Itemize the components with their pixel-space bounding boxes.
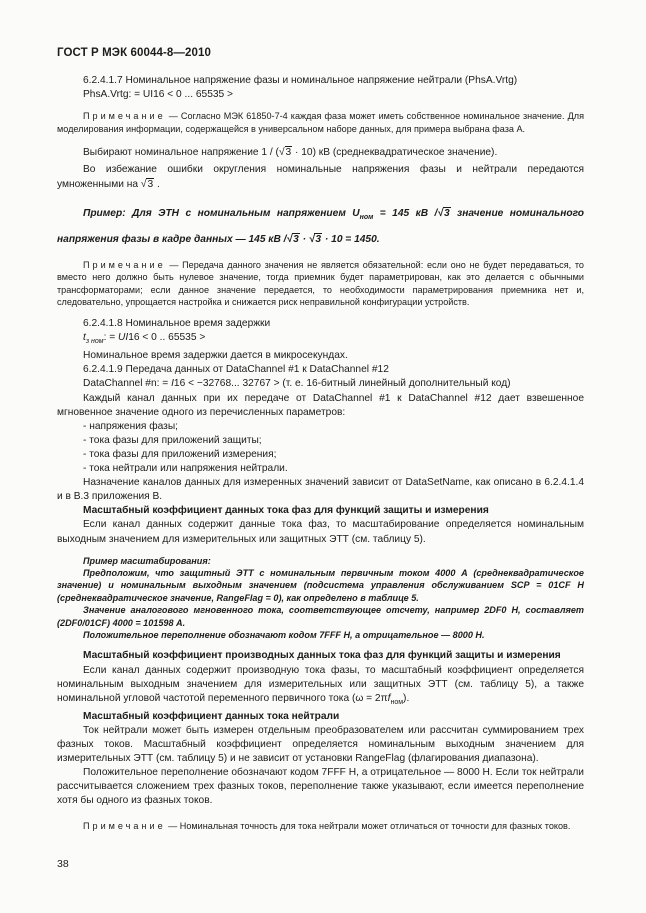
sqrt-radicand: 3 <box>293 233 299 245</box>
sqrt-sign: √ <box>286 233 293 245</box>
formula-line: PhsA.Vrtg: = UI16 < 0 ... 65535 > <box>83 89 233 101</box>
text-run: · 10 = 1450. <box>322 233 380 245</box>
sqrt-radicand: 3 <box>285 147 292 159</box>
sqrt-sign: √ <box>437 207 443 219</box>
text-run: DataChannel #n: = <box>83 378 172 390</box>
formula-line <box>57 331 584 349</box>
formula-line <box>57 377 584 391</box>
subsection-heading: Масштабный коэффициент данных тока фаз для функций защиты и измерения <box>83 505 489 517</box>
subscript: ном <box>390 698 404 706</box>
text-run: . <box>154 178 160 190</box>
note-text: — Согласно МЭК 61850-7-4 каждая фаза может иметь собственное номинальное значение. Для моделирования информации, содержащейся в универсальном наборе данных, для примера выбрана фаза А. <box>57 111 584 134</box>
subscript: з ном <box>85 338 104 346</box>
sqrt-sign: √ <box>140 178 147 190</box>
sqrt-sign: √ <box>308 233 315 245</box>
list-item: - тока фазы для приложений измерения; <box>83 448 277 460</box>
list-item: - тока нейтрали или напряжения нейтрали. <box>83 463 288 475</box>
subsection-heading: Масштабный коэффициент производных данных тока фаз для функций защиты и измерения <box>83 650 561 662</box>
note-paragraph <box>57 110 584 135</box>
example-paragraph <box>57 203 584 251</box>
text-run: f <box>387 692 391 704</box>
paragraph <box>57 664 584 710</box>
section-heading: 6.2.4.1.7 Номинальное напряжение фазы и номинальное напряжение нейтрали (PhsA.Vrtg) <box>83 75 518 86</box>
sqrt-sign: √ <box>278 147 285 159</box>
paragraph: Каждый канал данных при их передаче от DataChannel #1 к DataChannel #12 дает взвешенное мгновенное значение одного из перечисленных параметров: <box>57 392 584 418</box>
paragraph <box>57 146 584 160</box>
note-paragraph <box>57 259 584 309</box>
text-run: · <box>299 233 309 245</box>
text-run: · 10) кВ (среднеквадратическое значение). <box>292 147 498 159</box>
text-run: значение номинального напряжения фазы в кадре данных — 145 кВ / <box>57 207 585 245</box>
sqrt-radicand: 3 <box>147 178 154 190</box>
note-label: Примечание <box>83 111 166 122</box>
paragraph: Ток нейтрали может быть измерен отдельным преобразователем или рассчитан суммированием трех фазных токов. Масштабный коэффициент определяется номинальным выходным значением для измерительных ЭТТ (см. таблицу 5) и не зависит от установки RangeFlag (флагирования диапазона). <box>57 724 584 765</box>
text-run: Выбирают номинальное напряжение 1 / ( <box>83 147 279 159</box>
text-run: 16 < −32768... 32767 > (т. е. 16-битный линейный дополнительный код) <box>173 378 511 390</box>
text-run: Во избежание ошибки округления номинальные напряжения фазы и нейтрали передаются умноженными на <box>57 164 584 190</box>
document-body <box>57 74 584 832</box>
note-text: — Номинальная точность для тока нейтрали может отличаться от точности для фазных токов. <box>165 820 571 831</box>
text-run: Пример: Для ЭТН с номинальным напряжением U <box>83 207 360 219</box>
text-run: : = <box>103 332 119 344</box>
example-paragraph: Положительное переполнение обозначают кодом 7FFF H, а отрицательное — 8000 H. <box>83 630 485 641</box>
section-heading: 6.2.4.1.9 Передача данных от DataChannel #1 к DataChannel #12 <box>83 364 389 376</box>
paragraph: Назначение каналов данных для измеренных значений зависит от DataSetName, как описано в 6.2.4.1.4 и в В.3 приложения В. <box>57 477 584 503</box>
paragraph: Положительное переполнение обозначают кодом 7FFF H, а отрицательное — 8000 H. Если ток нейтрали рассчитывается сложением трех фазных токов, переполнение также указывают, если имеется переполнение хотя бы одного из фазных токов. <box>57 767 584 807</box>
sqrt-radicand: 3 <box>315 233 322 245</box>
sqrt-radicand: 3 <box>443 207 450 219</box>
text-run: 16 < 0 .. 65535 > <box>128 332 206 344</box>
note-text: — Передача данного значения не является обязательной: если оно не будет передаваться, то вместо него должно быть нулевое значение, тогда приемник будет параметрирован, как это делается с обычными трансформаторами; если данное значение передается, то необходимости параметрирования приемника нет и, следовательно, упрощается настройка и снижается риск неправильной конфигурации устройств. <box>57 259 584 308</box>
subscript: ном <box>359 213 374 221</box>
paragraph <box>57 163 584 191</box>
subsection-heading: Масштабный коэффициент данных тока нейтрали <box>83 710 340 722</box>
standard-header: ГОСТ Р МЭК 60044-8—2010 <box>57 47 211 59</box>
text-run: ). <box>403 692 410 704</box>
note-label: Примечание <box>83 259 166 270</box>
example-paragraph: Значение аналогового мгновенного тока, соответствующее отсчету, например 2DF0 H, составляет (2DF0/01CF) 4000 = 101598 А. <box>57 605 584 628</box>
text-run: = 145 кВ / <box>373 207 438 219</box>
paragraph: Номинальное время задержки дается в микросекундах. <box>83 350 348 362</box>
page-number: 38 <box>57 858 69 870</box>
paragraph: Если канал данных содержит данные тока фаз, то масштабирование определяется номинальным выходным значением для измерительных или защитных ЭТТ (см. таблицу 5). <box>57 519 584 545</box>
list-item: - тока фазы для приложений защиты; <box>83 434 262 446</box>
example-paragraph: Предположим, что защитный ЭТТ с номинальным первичным током 4000 А (среднеквадратическое значение) и номинальным выходным значением (подсистема управления обслуживанием SCP = 01CF H (среднеквадратическое значение, RangeFlag = 0), как определено в таблице 5. <box>57 568 584 603</box>
text-run: UI <box>118 332 129 344</box>
text-run: I <box>171 378 174 390</box>
text-run: t <box>83 332 86 344</box>
note-label: Примечание <box>83 820 166 831</box>
note-paragraph <box>57 820 584 833</box>
text-run: Если канал данных содержит производную тока фазы, то масштабный коэффициент определяется номинальным выходным значением для измерительных или защитных ЭТТ (см. таблицу 5), а также номинальной угловой частотой переменного первичного тока (ω = 2π <box>57 664 584 704</box>
list-item: - напряжения фазы; <box>83 420 179 432</box>
section-heading: 6.2.4.1.8 Номинальное время задержки <box>83 318 271 330</box>
example-title: Пример масштабирования: <box>83 555 211 566</box>
